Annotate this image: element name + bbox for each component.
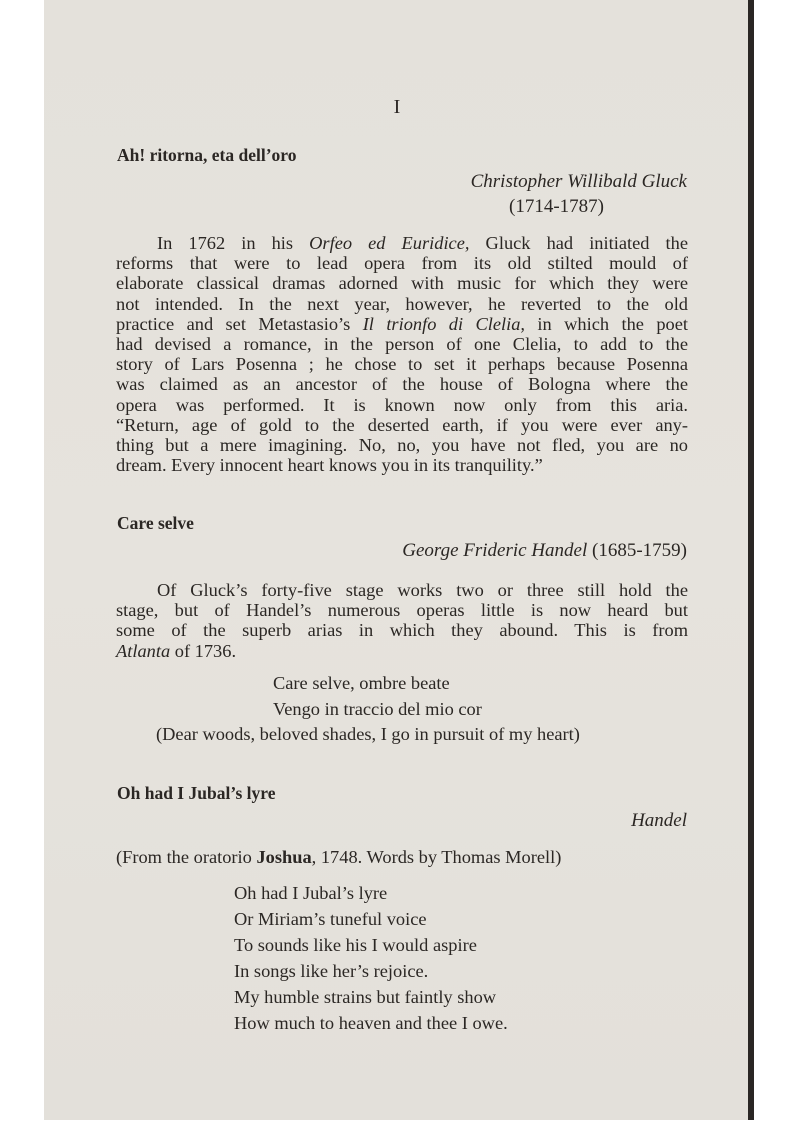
verse-line: Or Miriam’s tuneful voice bbox=[234, 909, 427, 929]
jubal-verse bbox=[234, 880, 508, 1036]
text-line: In 1762 in his Orfeo ed Euridice, Gluck had initiated the bbox=[157, 233, 688, 253]
text-line: not intended. In the next year, however, he reverted to the old bbox=[116, 293, 688, 314]
text-line: opera was performed. It is known now only from this aria. bbox=[116, 394, 688, 415]
page-margin bbox=[0, 0, 44, 1123]
text-line: was claimed as an ancestor of the house of Bologna where the bbox=[116, 374, 688, 395]
text-line: had devised a romance, in the person of one Clelia, to add to the bbox=[116, 334, 688, 355]
care-selve-verse bbox=[273, 670, 482, 722]
verse-line: To sounds like his I would aspire bbox=[234, 935, 477, 955]
jubal-composer: Handel bbox=[631, 810, 687, 831]
verse-line: In songs like her’s rejoice. bbox=[234, 961, 429, 981]
text-line: thing but a mere imagining. No, no, you have not fled, you are no bbox=[116, 435, 688, 456]
text-line: “Return, age of gold to the deserted earth, if you were ever any- bbox=[116, 414, 688, 435]
gluck-dates: (1714-1787) bbox=[509, 196, 604, 217]
verse-line: My humble strains but faintly show bbox=[234, 987, 497, 1007]
verse-line: Care selve, ombre beate bbox=[273, 673, 450, 693]
page-edge bbox=[748, 0, 754, 1120]
handel-composer: George Frideric Handel (1685-1759) bbox=[402, 540, 687, 561]
jubal-source: (From the oratorio Joshua, 1748. Words by Thomas Morell) bbox=[116, 847, 562, 867]
care-selve-paragraph bbox=[116, 580, 688, 661]
text-line: practice and set Metastasio’s Il trionfo di Clelia, in which the poet bbox=[116, 313, 688, 334]
care-selve-title: Care selve bbox=[117, 513, 194, 533]
text-line: story of Lars Posenna ; he chose to set it perhaps because Posenna bbox=[116, 354, 688, 375]
verse-line: How much to heaven and thee I owe. bbox=[234, 1013, 508, 1033]
gluck-paragraph bbox=[116, 233, 688, 475]
text-line: dream. Every innocent heart knows you in its tranquility.” bbox=[116, 455, 543, 476]
text-line: Of Gluck’s forty-five stage works two or three still hold the bbox=[157, 580, 688, 600]
verse-line: Vengo in traccio del mio cor bbox=[273, 699, 482, 719]
text-line: some of the superb arias in which they abound. This is from bbox=[116, 620, 688, 641]
text-line: reforms that were to lead opera from its old stilted mould of bbox=[116, 253, 688, 274]
text-line: stage, but of Handel’s numerous operas little is now heard but bbox=[116, 600, 688, 621]
jubal-title: Oh had I Jubal’s lyre bbox=[117, 783, 276, 803]
text-line: elaborate classical dramas adorned with music for which they were bbox=[116, 273, 688, 294]
care-selve-translation: (Dear woods, beloved shades, I go in pursuit of my heart) bbox=[156, 724, 580, 744]
gluck-composer: Christopher Willibald Gluck bbox=[470, 171, 687, 192]
page-number: I bbox=[393, 96, 401, 118]
verse-line: Oh had I Jubal’s lyre bbox=[234, 883, 388, 903]
text-line: Atlanta of 1736. bbox=[116, 640, 237, 661]
gluck-aria-title: Ah! ritorna, eta dell’oro bbox=[117, 145, 297, 165]
